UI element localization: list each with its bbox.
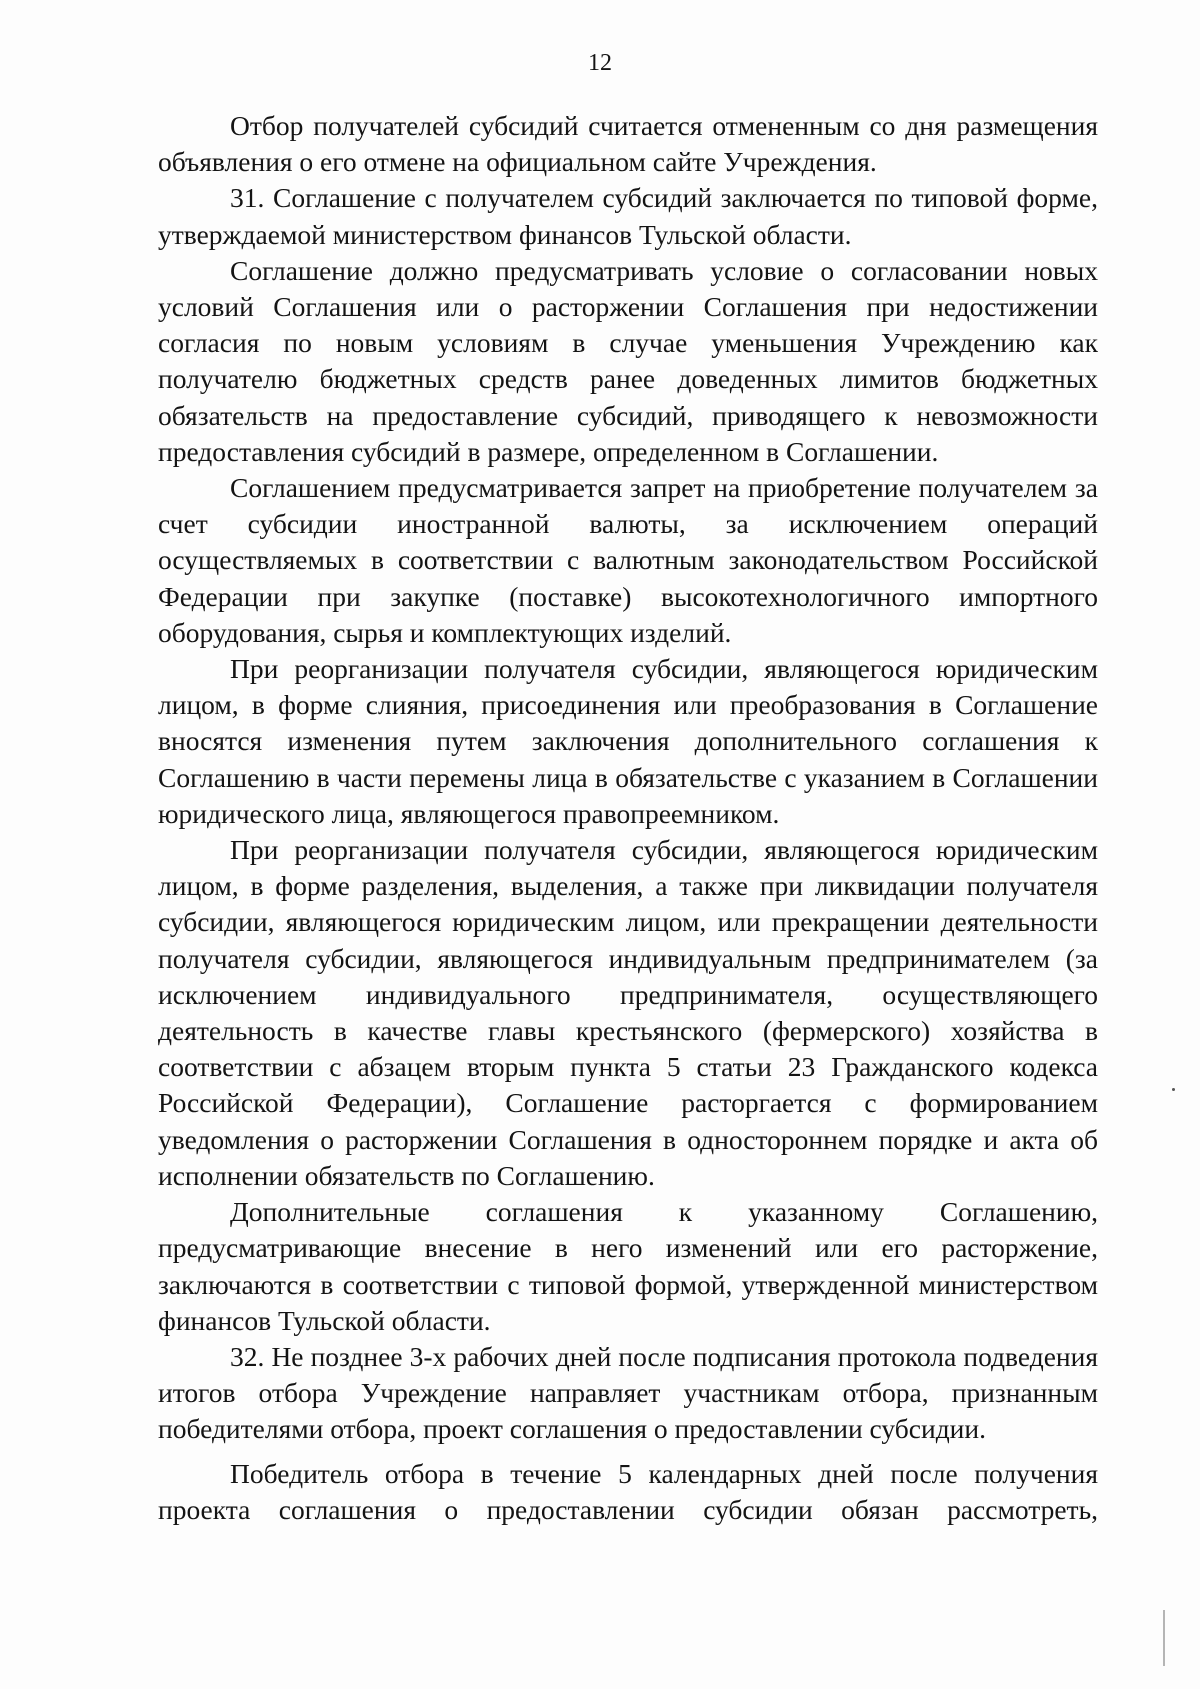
paragraph-currency-prohibition: Соглашением предусматривается запрет на приобретение получателем за счет субсидии иностранной валюты, за исключением операций осуществляемых в соответствии с валютным законодательством Российской Федерации при закупке (поставке) высокотехнологичного импортного оборудования, сырья и комплектующих изделий. bbox=[158, 472, 1098, 648]
paragraph-clause-31: 31. Соглашение с получателем субсидий заключается по типовой форме, утверждаемой министерством финансов Тульской области. bbox=[158, 182, 1098, 250]
paragraph-additional-agreements: Дополнительные соглашения к указанному Соглашению, предусматривающие внесение в него изменений или его расторжение, заключаются в соответствии с типовой формой, утвержденной министерством финансов Тульской области. bbox=[158, 1196, 1098, 1336]
scan-edge-mark bbox=[1163, 1610, 1165, 1666]
paragraph-reorganization-division: При реорганизации получателя субсидии, являющегося юридическим лицом, в форме разделения, выделения, а также при ликвидации получателя субсидии, являющегося юридическим лицом, или прекращении деятельности получателя субсидии, являющегося индивидуальным предпринимателем (за исключением индивидуального предпринимателя, осуществляющего деятельность в качестве главы крестьянского (фермерского) хозяйства в соответствии с абзацем вторым пункта 5 статьи 23 Гражданского кодекса Российской Федерации), Соглашение расторгается с формированием уведомления о расторжении Соглашения в одностороннем порядке и акта об исполнении обязательств по Соглашению. bbox=[158, 834, 1098, 1191]
scan-speck bbox=[1172, 1088, 1175, 1091]
paragraph-agreement-conditions: Соглашение должно предусматривать условие о согласовании новых условий Соглашения или о расторжении Соглашения при недостижении согласия по новым условиям в случае уменьшения Учреждению как получателю бюджетных средств ранее доведенных лимитов бюджетных обязательств на предоставление субсидий, приводящего к невозможности предоставления субсидий в размере, определенном в Соглашении. bbox=[158, 254, 1098, 467]
paragraph-selection-cancelled: Отбор получателей субсидий считается отмененным со дня размещения объявления о его отмене на официальном сайте Учреждения. bbox=[158, 110, 1098, 178]
page-number: 12 bbox=[588, 50, 612, 76]
document-body bbox=[158, 108, 1098, 1528]
paragraph-reorganization-merger: При реорганизации получателя субсидии, являющегося юридическим лицом, в форме слияния, присоединения или преобразования в Соглашение вносятся изменения путем заключения дополнительного соглашения к Соглашению в части перемены лица в обязательстве с указанием в Соглашении юридического лица, являющегося правопреемником. bbox=[158, 653, 1098, 829]
paragraph-winner-review: Победитель отбора в течение 5 календарных дней после получения проекта соглашения о предоставлении субсидии обязан рассмотреть, bbox=[158, 1457, 1098, 1525]
paragraph-clause-32: 32. Не позднее 3-х рабочих дней после подписания протокола подведения итогов отбора Учреждение направляет участникам отбора, признанным победителями отбора, проект соглашения о предоставлении субсидии. bbox=[158, 1340, 1098, 1445]
